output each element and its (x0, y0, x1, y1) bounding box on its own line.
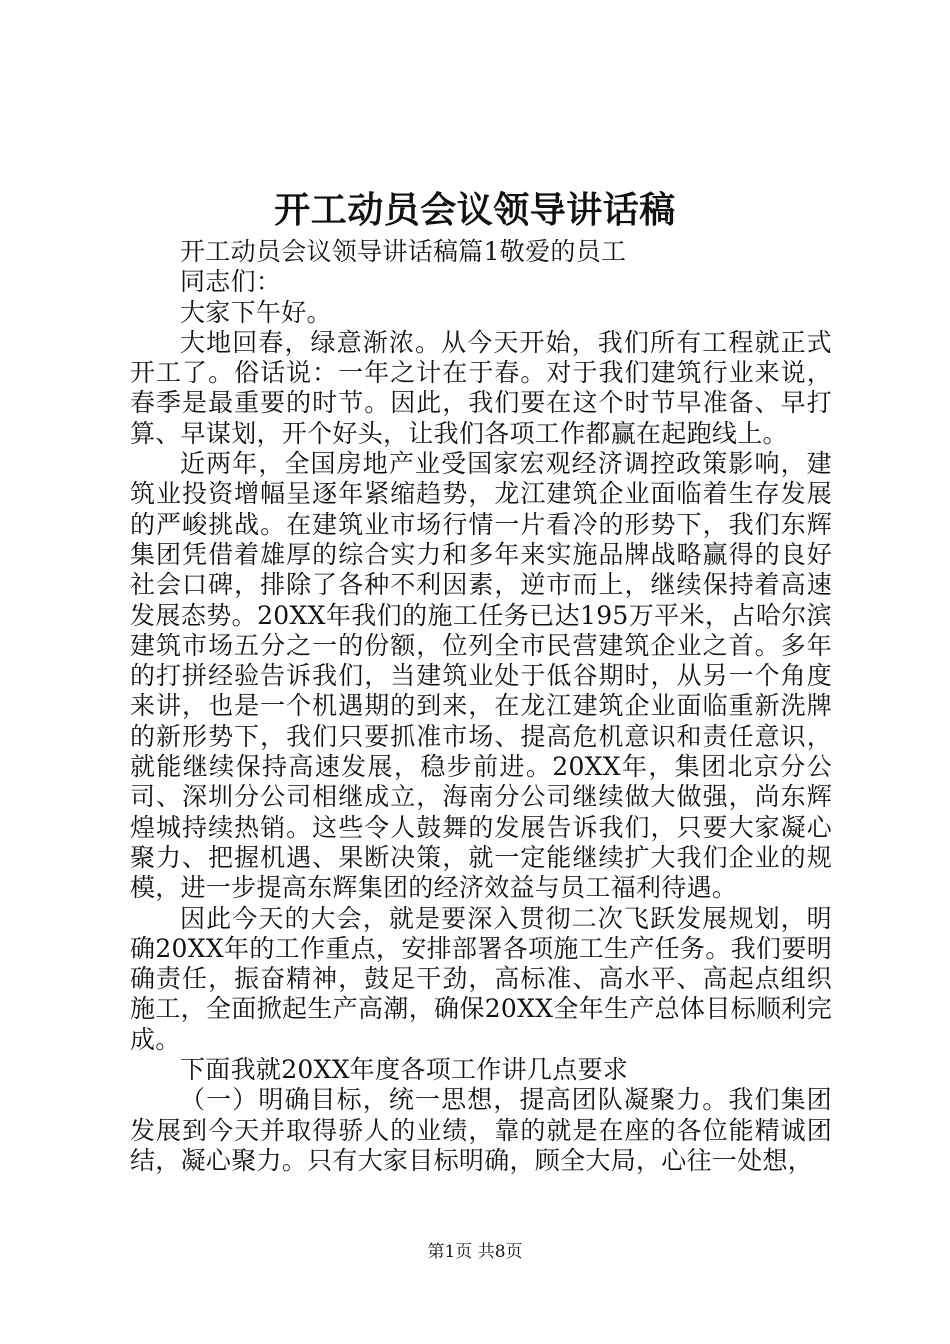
paragraph-salutation: 同志们： (180, 267, 282, 297)
paragraph-meeting-purpose: 因此今天的大会，就是要深入贯彻二次飞跃发展规划，明确20XX年的工作重点，安排部署各项施工生产任务。我们要明确责任，振奋精神，鼓足干劲，高标准、高水平、高起点组织施工，全面掀起生产高潮，确保20XX全年生产总体目标顺利完成。 (130, 903, 832, 1054)
paragraph-spring-opening: 大地回春，绿意渐浓。从今天开始，我们所有工程就正式开工了。俗话说：一年之计在于春。对于我们建筑行业来说，春季是最重要的时节。因此，我们要在这个时节早准备、早打算、早谋划，开个好头，让我们各项工作都赢在起跑线上。 (130, 327, 832, 448)
paragraph-heading-line: 开工动员会议领导讲话稿篇1敬爱的员工 (180, 237, 627, 266)
paragraph-requirement-one: （一）明确目标，统一思想，提高团队凝聚力。我们集团发展到今天并取得骄人的业绩，靠的就是在座的各位能精诚团结，凝心聚力。只有大家目标明确，顾全大局，心往一处想， (130, 1085, 832, 1175)
document-title: 开工动员会议领导讲话稿 (274, 189, 676, 231)
page-number-footer: 第1页 共8页 (427, 1242, 523, 1262)
document-body (130, 237, 832, 1176)
paragraph-greeting: 大家下午好。 (180, 297, 332, 327)
paragraph-industry-situation: 近两年，全国房地产业受国家宏观经济调控政策影响，建筑业投资增幅呈逐年紧缩趋势，龙江建筑企业面临着生存发展的严峻挑战。在建筑业市场行情一片看冷的形势下，我们东辉集团凭借着雄厚的综合实力和多年来实施品牌战略赢得的良好社会口碑，排除了各种不利因素，逆市而上，继续保持着高速发展态势。20XX年我们的施工任务已达195万平米，占哈尔滨建筑市场五分之一的份额，位列全市民营建筑企业之首。多年的打拼经验告诉我们，当建筑业处于低谷期时，从另一个角度来讲，也是一个机遇期的到来，在龙江建筑企业面临重新洗牌的新形势下，我们只要抓准市场、提高危机意识和责任意识，就能继续保持高速发展，稳步前进。20XX年，集团北京分公司、深圳分公司相继成立，海南分公司继续做大做强，尚东辉煌城持续热销。这些令人鼓舞的发展告诉我们，只要大家凝心聚力、把握机遇、果断决策，就一定能继续扩大我们企业的规模，进一步提高东辉集团的经济效益与员工福利待遇。 (130, 449, 832, 903)
paragraph-requirements-intro: 下面我就20XX年度各项工作讲几点要求 (180, 1055, 629, 1085)
